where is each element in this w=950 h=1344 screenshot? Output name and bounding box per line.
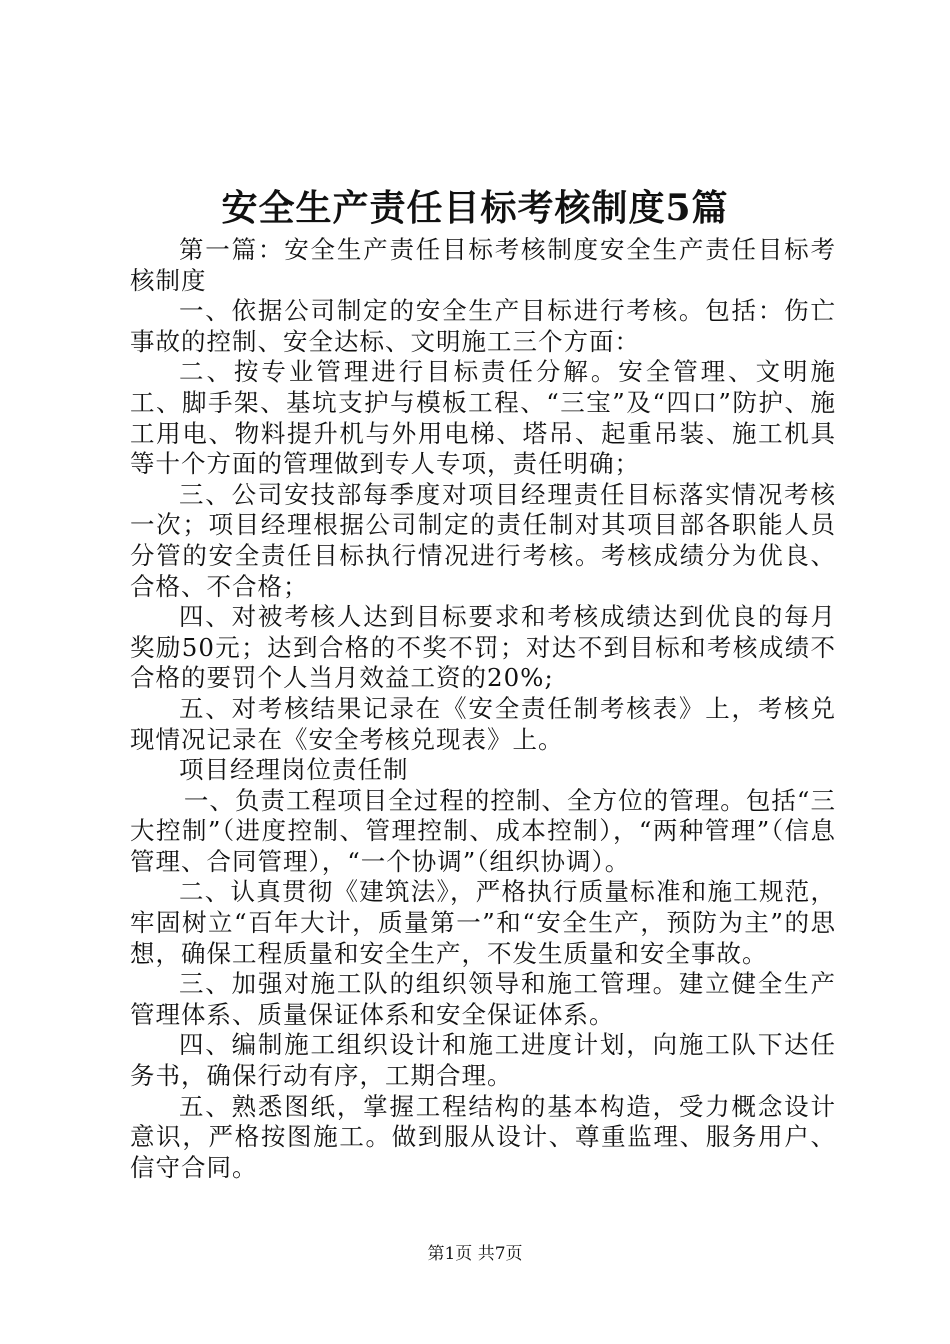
paragraph: 一、依据公司制定的安全生产目标进行考核。包括：伤亡事故的控制、安全达标、文明施工三个方面： <box>130 296 836 356</box>
paragraph: 二、认真贯彻《建筑法》，严格执行质量标准和施工规范，牢固树立“百年大计，质量第一”和“安全生产，预防为主”的思想，确保工程质量和安全生产，不发生质量和安全事故。 <box>130 877 836 968</box>
paragraph: 三、公司安技部每季度对项目经理责任目标落实情况考核一次；项目经理根据公司制定的责任制对其项目部各职能人员分管的安全责任目标执行情况进行考核。考核成绩分为优良、合格、不合格； <box>130 479 836 601</box>
paragraph: 一、负责工程项目全过程的控制、全方位的管理。包括“三大控制”（进度控制、管理控制、成本控制），“两种管理”（信息管理、合同管理），“一个协调”（组织协调）。 <box>130 785 836 876</box>
paragraph: 五、熟悉图纸，掌握工程结构的基本构造，受力概念设计意识，严格按图施工。做到服从设计、尊重监理、服务用户、信守合同。 <box>130 1091 836 1182</box>
paragraph: 二、按专业管理进行目标责任分解。安全管理、文明施工、脚手架、基坑支护与模板工程、“三宝”及“四口”防护、施工用电、物料提升机与外用电梯、塔吊、起重吊装、施工机具等十个方面的管理做到专人专项，责任明确； <box>130 357 836 479</box>
paragraph: 四、对被考核人达到目标要求和考核成绩达到优良的每月奖励50元；达到合格的不奖不罚；对达不到目标和考核成绩不合格的要罚个人当月效益工资的20%; <box>130 602 836 693</box>
paragraph: 三、加强对施工队的组织领导和施工管理。建立健全生产管理体系、质量保证体系和安全保证体系。 <box>130 969 836 1029</box>
paragraph: 四、编制施工组织设计和施工进度计划，向施工队下达任务书，确保行动有序，工期合理。 <box>130 1030 836 1091</box>
document-title: 安全生产责任目标考核制度5篇 <box>221 187 729 229</box>
page-number-footer: 第1页 共7页 <box>427 1244 523 1264</box>
document-body <box>130 235 836 1183</box>
subsection-heading: 项目经理岗位责任制 <box>179 755 409 785</box>
paragraph: 五、对考核结果记录在《安全责任制考核表》上，考核兑现情况记录在《安全考核兑现表》上。 <box>130 693 836 754</box>
paragraph-section-heading: 第一篇：安全生产责任目标考核制度安全生产责任目标考核制度 <box>130 235 836 295</box>
